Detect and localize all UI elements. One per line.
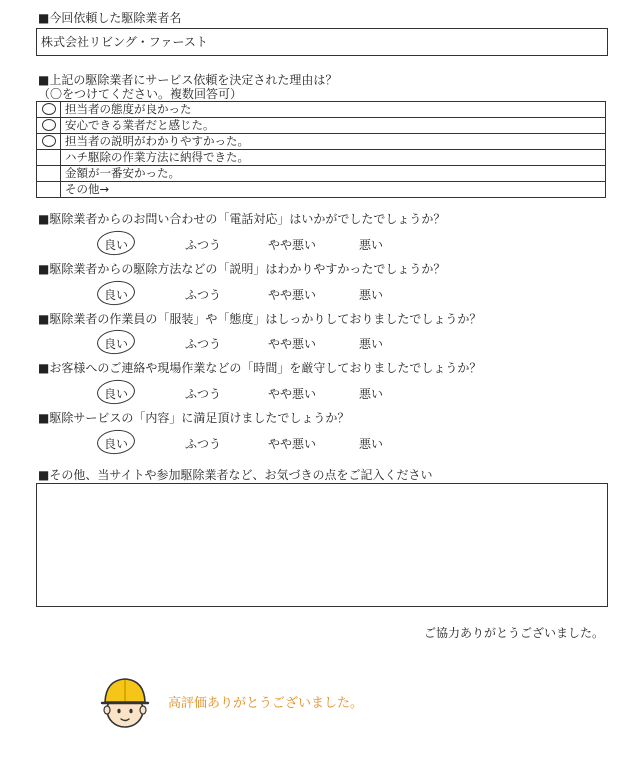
reason-row[interactable] <box>37 166 605 182</box>
comments-box[interactable] <box>36 483 608 607</box>
question-explanation: ■駆除業者からの駆除方法などの「説明」はわかりやすかったでしょうか？ <box>38 262 446 276</box>
reason-row[interactable] <box>37 118 605 134</box>
option-bad[interactable]: 悪い <box>359 387 384 401</box>
reason-checkbox[interactable] <box>37 134 61 149</box>
option-bad[interactable]: 悪い <box>359 238 384 252</box>
reason-checkbox[interactable] <box>37 118 61 133</box>
reasons-table <box>36 101 606 198</box>
option-good[interactable]: 良い <box>104 337 129 351</box>
selected-circle-icon <box>96 428 136 456</box>
reason-row[interactable] <box>37 150 605 166</box>
company-name-heading: ■今回依頼した駆除業者名 <box>38 11 182 25</box>
comments-heading: ■その他、当サイトや参加駆除業者など、お気づきの点をご記入ください <box>38 468 433 482</box>
option-normal[interactable]: ふつう <box>185 437 222 451</box>
staff-reply: 高評価ありがとうございました。 <box>168 696 364 711</box>
option-good[interactable]: 良い <box>104 288 129 302</box>
question-phone: ■駆除業者からのお問い合わせの「電話対応」はいかがでしたでしょうか？ <box>38 212 446 226</box>
reason-checkbox[interactable] <box>37 182 61 197</box>
option-somewhat-bad[interactable]: やや悪い <box>268 288 317 302</box>
reason-row[interactable] <box>37 102 605 118</box>
reason-row[interactable] <box>37 134 605 150</box>
option-somewhat-bad[interactable]: やや悪い <box>268 238 317 252</box>
reason-label: その他→ <box>65 182 110 196</box>
option-somewhat-bad[interactable]: やや悪い <box>268 387 317 401</box>
reason-label: 安心できる業者だと感じた。 <box>65 118 215 132</box>
check-circle-icon <box>42 103 56 115</box>
option-bad[interactable]: 悪い <box>359 337 384 351</box>
worker-mascot-icon <box>94 672 156 734</box>
option-normal[interactable]: ふつう <box>185 288 222 302</box>
option-bad[interactable]: 悪い <box>359 288 384 302</box>
question-time: ■お客様へのご連絡や現場作業などの「時間」を厳守しておりましたでしょうか？ <box>38 361 482 375</box>
reason-checkbox[interactable] <box>37 102 61 117</box>
reason-checkbox[interactable] <box>37 150 61 165</box>
option-normal[interactable]: ふつう <box>185 238 222 252</box>
company-name-field[interactable] <box>36 28 608 56</box>
option-good[interactable]: 良い <box>104 387 129 401</box>
question-content: ■駆除サービスの「内容」に満足頂けましたでしょうか？ <box>38 411 350 425</box>
option-good[interactable]: 良い <box>104 437 129 451</box>
reason-label: 金額が一番安かった。 <box>65 166 180 180</box>
reason-label: 担当者の態度が良かった <box>65 102 192 116</box>
reason-row[interactable] <box>37 182 605 198</box>
selected-circle-icon <box>96 229 136 257</box>
option-normal[interactable]: ふつう <box>185 387 222 401</box>
check-circle-icon <box>42 119 56 131</box>
reason-label: 担当者の説明がわかりやすかった。 <box>65 134 249 148</box>
reasons-note: （〇をつけてください。複数回答可） <box>38 87 243 101</box>
option-somewhat-bad[interactable]: やや悪い <box>268 337 317 351</box>
selected-circle-icon <box>96 378 136 406</box>
company-name-value: 株式会社リビング・ファースト <box>41 35 208 49</box>
reason-label: ハチ駆除の作業方法に納得できた。 <box>65 150 249 164</box>
option-bad[interactable]: 悪い <box>359 437 384 451</box>
question-attire: ■駆除業者の作業員の「服装」や「態度」はしっかりしておりましたでしょうか？ <box>38 312 482 326</box>
option-good[interactable]: 良い <box>104 238 129 252</box>
option-normal[interactable]: ふつう <box>185 337 222 351</box>
option-somewhat-bad[interactable]: やや悪い <box>268 437 317 451</box>
selected-circle-icon <box>96 279 136 307</box>
reason-checkbox[interactable] <box>37 166 61 181</box>
selected-circle-icon <box>96 328 136 356</box>
reasons-heading: ■上記の駆除業者にサービス依頼を決定された理由は？ <box>38 73 338 87</box>
check-circle-icon <box>42 135 56 147</box>
closing-message: ご協力ありがとうございました。 <box>424 626 605 640</box>
